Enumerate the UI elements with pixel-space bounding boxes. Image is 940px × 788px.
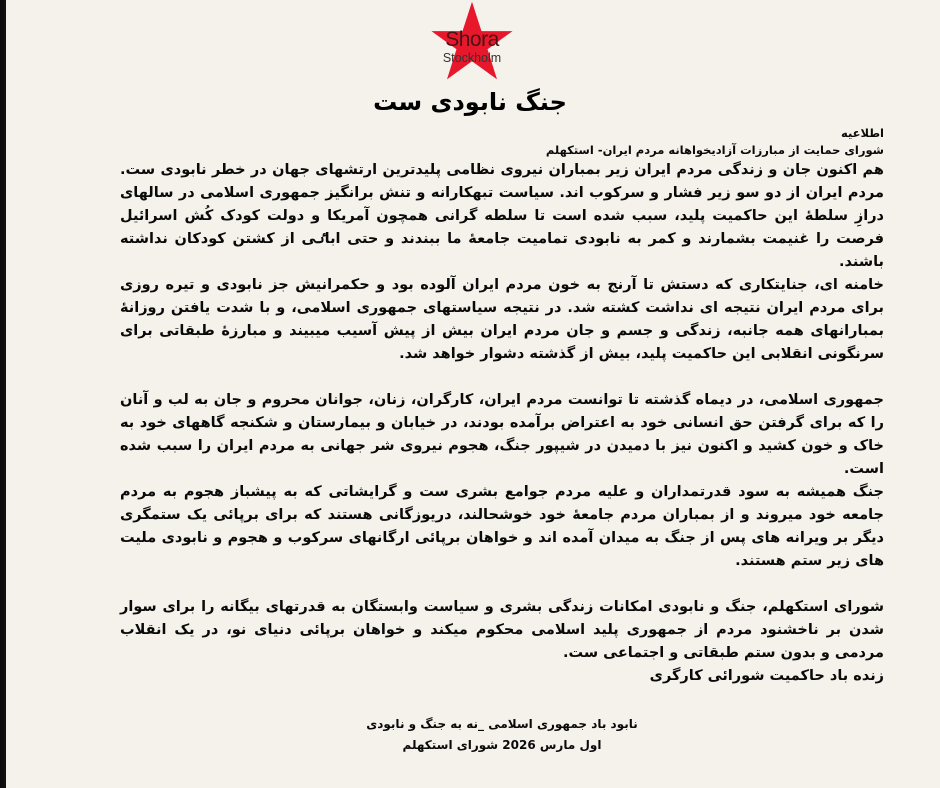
- shora-stockholm-logo: [424, 0, 520, 82]
- paragraph-5: شورای استکهلم، جنگ و نابودی امکانات زندگی بشری و سیاست وابستگان به قدرتهای بیگانه را برای سوار شدن بر ناخشنود مردم از جمهوری پلید اسلامی محکوم میکند و خواهان برپائی دنیای نو، در یک انقلاب مردمی و بدون ستم طبقاتی و اجتماعی ست.: [120, 599, 884, 661]
- page-title: جنگ نابودی ست: [373, 88, 567, 116]
- footer-date-signature: اول مارس 2026 شورای استکهلم: [402, 738, 602, 752]
- statement-body: [120, 125, 884, 688]
- paragraph-4: جنگ همیشه به سود قدرتمداران و علیه مردم جوامع بشری ست و گرایشاتی که به پیشباز هجوم به مردم جامعه خود میروند و از بمباران مردم جامعهٔ خود خوشحالند، دریوزگانی هستند که برای برپائی یک ستمگری دیگر بر ویرانه های پس از جنگ به میدان آمده اند و خواهان برپائی ارگانهای سرکوب و هجوم و نابودی ملیت های زیر ستم هستند.: [120, 484, 884, 569]
- logo-text-shora: Shora: [445, 28, 499, 51]
- closing-slogan: زنده باد حاکمیت شورائی کارگری: [649, 668, 884, 684]
- statement-label: اطلاعیه: [840, 126, 884, 140]
- paragraph-spacer: [120, 366, 884, 389]
- paragraph-3: جمهوری اسلامی، در دیماه گذشته تا توانست مردم ایران، کارگران، زنان، جوانان محروم و جان به لب و آنان را که برای گرفتن حق انسانی خود به اعتراض برآمده بودند، در خیابان و بیمارستان و شکنجه گاههای خود به خاک و خون کشید و اکنون نیز با دمیدن در شیپور جنگ، هجوم نیروی شر جهانی به مردم ایران را سبب شده است.: [120, 392, 884, 477]
- footer: [120, 714, 884, 756]
- statement-organization: شورای حمایت از مبارزات آزادیخواهانه مردم ایران- استکهلم: [545, 143, 884, 157]
- logo-text-stockholm: Stockholm: [442, 51, 502, 65]
- paragraph-spacer: [120, 573, 884, 596]
- footer-slogan: نابود باد جمهوری اسلامی _نه به جنگ و نابودی: [366, 717, 638, 731]
- paragraph-1: هم اکنون جان و زندگی مردم ایران زیر بمباران نیروی نظامی پلیدترین ارتشهای جهان در خطر نابودی ست. مردم ایران از دو سو زیر فشار و سرکوب اند. سیاست تبهکارانه و تنش برانگیز جمهوری اسلامی در سالهای درازِ سلطهٔ این حاکمیت پلید، سبب شده است تا سلطه گرانی همچون آمریکا و دولت کودک کُش اسرائیل فرصت را غنیمت بشمارند و کمر به نابودی تمامیت جامعهٔ ما ببندند و حتی اباٸی از کشتن کودکان نداشته باشند.: [120, 162, 884, 270]
- paragraph-2: خامنه ای، جنایتکاری که دستش تا آرنج به خون مردم ایران آلوده بود و حکمرانیش جز نابودی و تیره روزی برای مردم ایران نتیجه ای نداشت کشته شد. در نتیجه سیاستهای جمهوری اسلامی، و با شدت یافتن روزانهٔ بمبارانهای همه جانبه، زندگی و جسم و جان مردم ایران بیش از پیش آسیب میبیند و مبارزهٔ طبقاتی برای سرنگونی انقلابی این حاکمیت پلید، بیش از گذشته دشوار خواهد شد.: [120, 277, 884, 362]
